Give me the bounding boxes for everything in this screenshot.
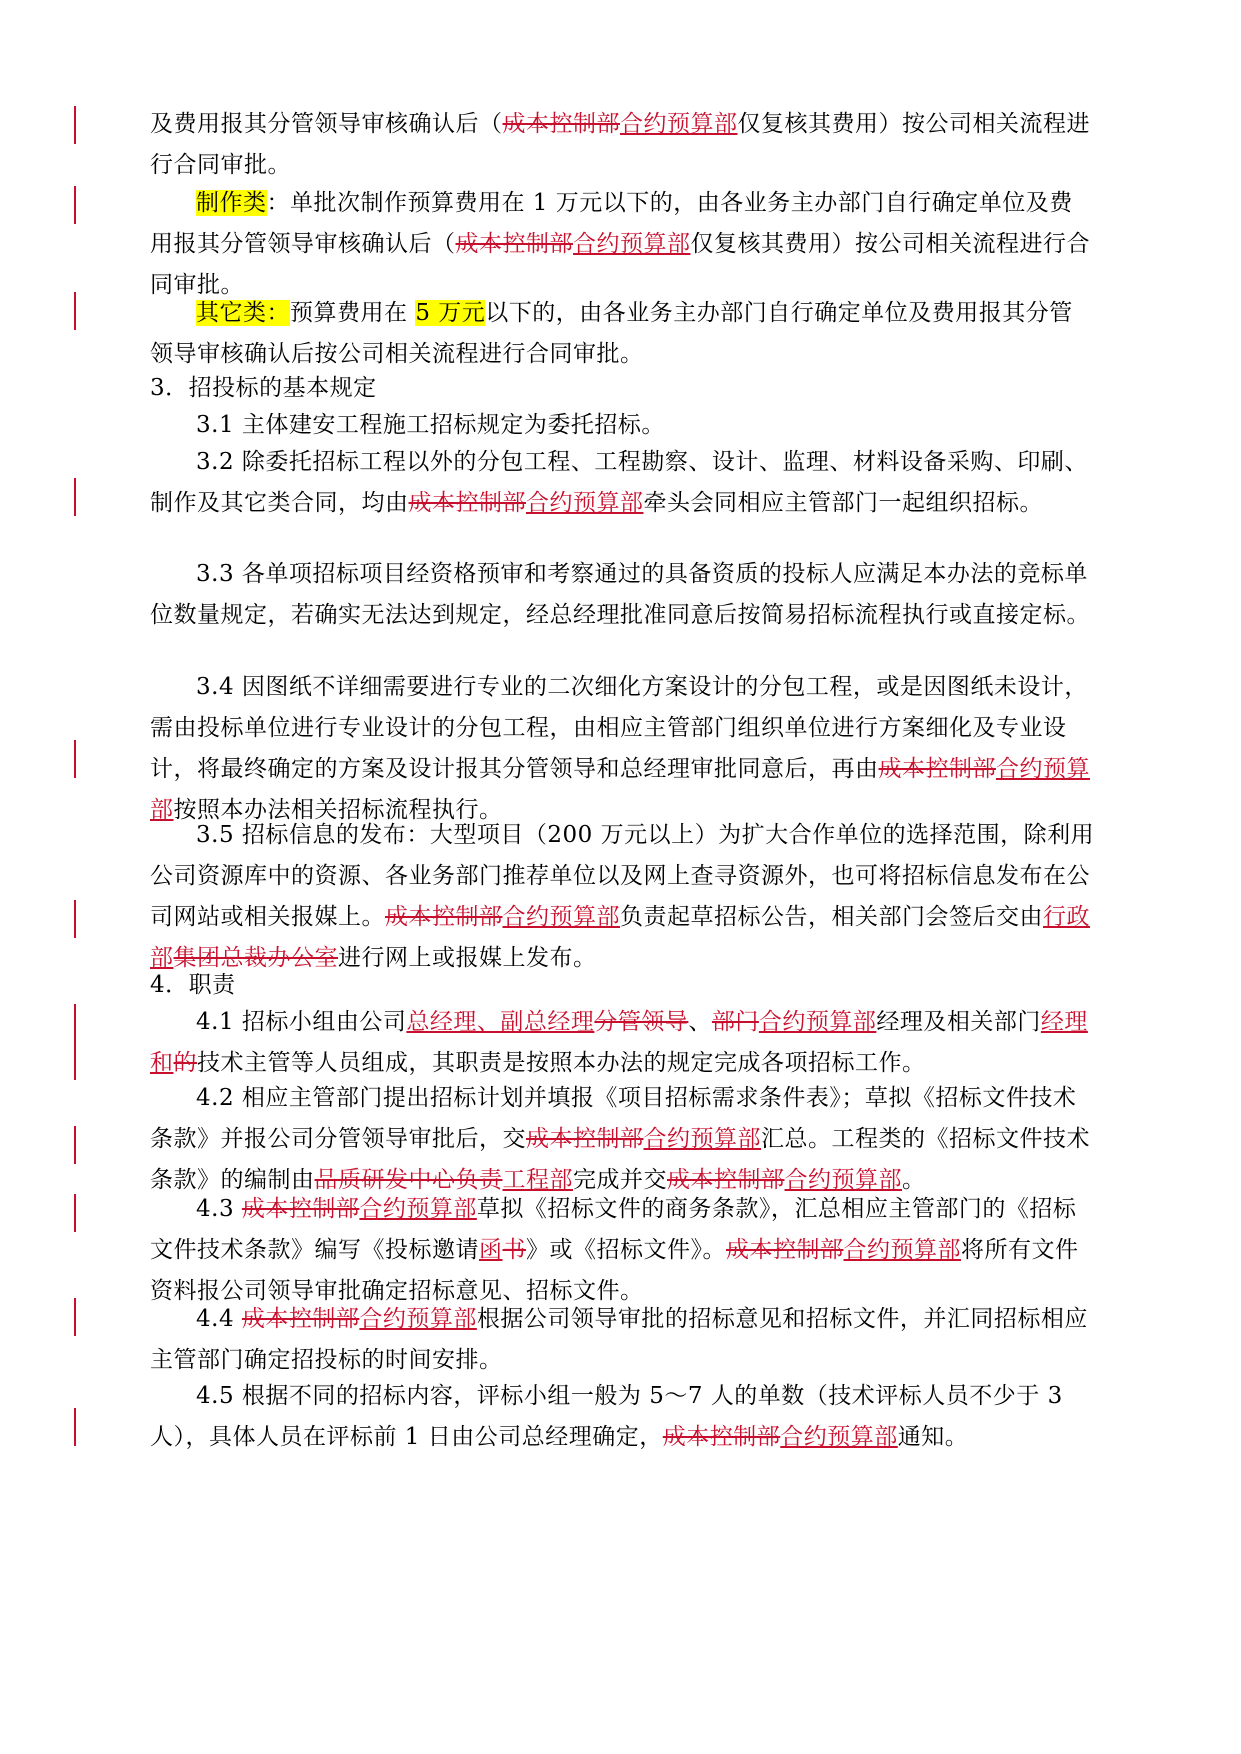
text-run: 3.5 招标信息的发布：大型项目（200 万元以上）为扩大合作单位的选择范围，除利用公司资源库中的资源、各业务部门推荐单位以及网上查寻资源外，也可将招标信息发布在公司网站或相关报媒上。 [150,822,1095,930]
change-bar [74,478,76,516]
inserted-text: 工程部 [502,1167,573,1193]
change-bar [74,292,76,330]
deleted-text: 成本控制部 [408,490,526,516]
deleted-text: 书 [502,1237,526,1263]
text-run: 。 [902,1167,926,1193]
inserted-text: 合约预算部 [780,1424,898,1450]
text-run: 经理及相关部门 [876,1009,1041,1035]
section-heading [150,965,1096,1006]
paragraph [150,293,1096,375]
text-run: 4．职责 [150,972,236,998]
inserted-text: 行政部 [150,904,1090,971]
deleted-text: 集团总裁办公室 [173,945,338,971]
change-bar [74,1298,76,1336]
text-run: 将所有文件资料报公司领导审批确定招标意见、招标文件。 [150,1237,1079,1304]
text-run: 3.3 各单项招标项目经资格预审和考察通过的具备资质的投标人应满足本办法的竞标单位数量规定，若确实无法达到规定，经总经理批准同意后按简易招标流程执行或直接定标。 [150,561,1090,628]
text-run: 汇总。工程类的《招标文件技术条款》的编制由 [150,1126,1090,1193]
deleted-text: 品质研发中心负责 [314,1167,503,1193]
deleted-text: 成本控制部 [667,1167,785,1193]
inserted-text: 合约预算部 [843,1237,961,1263]
inserted-text: 合约预算部 [573,231,691,257]
text-run: 仅复核其费用）按公司相关流程进行合同审批。 [150,231,1090,298]
text-run: 4.4 [196,1306,242,1332]
inserted-text: 合约预算部 [620,111,738,137]
highlighted-text: 5 万元 [415,300,486,326]
text-run: 4.2 相应主管部门提出招标计划并填报《项目招标需求条件表》；草拟《招标文件技术条款》并报公司分管领导审批后，交 [150,1085,1077,1152]
paragraph [150,442,1096,524]
deleted-text: 成本控制部 [502,111,620,137]
deleted-text: 部门 [711,1009,759,1035]
text-run: 进行网上或报媒上发布。 [338,945,597,971]
change-bar [74,740,76,778]
text-run: 》或《招标文件》。 [526,1237,726,1263]
text-run: 技术主管等人员组成，其职责是按照本办法的规定完成各项招标工作。 [197,1050,926,1076]
paragraph [150,405,1096,446]
change-bar [74,900,76,938]
text-run: 以下的，由各业务主办部门自行确定单位及费用报其分管领导审核确认后按公司相关流程进行合同审批。 [150,300,1073,367]
text-run: 4.5 根据不同的招标内容，评标小组一般为 5～7 人的单数（技术评标人员不少于 3 人），具体人员在评标前 1 日由公司总经理确定， [150,1383,1063,1450]
inserted-text: 合约预算部 [359,1306,477,1332]
inserted-text: 合约预算部 [643,1126,761,1152]
text-run: ：单批次制作预算费用在 1 万元以下的，由各业务主办部门自行确定单位及费用报其分管领导审核确认后（ [150,190,1073,257]
inserted-text: 经理和 [150,1009,1088,1076]
paragraph [150,667,1096,831]
deleted-text: 成本控制部 [726,1237,844,1263]
change-bar [74,1194,76,1232]
deleted-text: 分管领导 [594,1009,689,1035]
inserted-text: 函 [479,1237,503,1263]
section-heading [150,368,1096,409]
highlighted-text: 其它类： [196,300,290,326]
paragraph [150,815,1096,979]
text-run: 完成并交 [573,1167,667,1193]
deleted-text: 的 [173,1050,197,1076]
change-bar [74,106,76,144]
text-run: 3.1 主体建安工程施工招标规定为委托招标。 [196,412,665,438]
paragraph [150,1376,1096,1458]
paragraph [150,1002,1096,1084]
change-bar [74,1408,76,1446]
inserted-text: 合约预算部 [502,904,620,930]
text-run: 通知。 [897,1424,969,1450]
deleted-text: 成本控制部 [878,756,996,782]
deleted-text: 成本控制部 [526,1126,644,1152]
paragraph [150,1189,1096,1312]
highlighted-text: 制作类 [196,190,267,216]
text-run: 按照本办法相关招标流程执行。 [173,797,503,823]
inserted-text: 合约预算部 [359,1196,477,1222]
paragraph [150,1078,1096,1201]
text-run: 牵头会同相应主管部门一起组织招标。 [643,490,1043,516]
change-bar [74,1004,76,1080]
inserted-text: 合约预算部 [758,1009,877,1035]
text-run: 3．招投标的基本规定 [150,375,377,401]
text-run: 4.1 招标小组由公司 [196,1009,407,1035]
text-run: 负责起草招标公告，相关部门会签后交由 [620,904,1043,930]
paragraph [150,554,1096,636]
inserted-text: 合约预算部 [150,756,1090,823]
text-run: 及费用报其分管领导审核确认后（ [150,111,503,137]
text-run: 4.3 [196,1196,242,1222]
inserted-text: 合约预算部 [526,490,644,516]
inserted-text: 总经理、副总经理 [406,1009,595,1035]
deleted-text: 成本控制部 [385,904,503,930]
text-run: 草拟《招标文件的商务条款》，汇总相应主管部门的《招标文件技术条款》编写《投标邀请 [150,1196,1077,1263]
text-run: 3.2 除委托招标工程以外的分包工程、工程勘察、设计、监理、材料设备采购、印刷、制作及其它类合同，均由 [150,449,1088,516]
text-run: 、 [688,1009,712,1035]
paragraph [150,1299,1096,1381]
deleted-text: 成本控制部 [662,1424,781,1450]
paragraph [150,183,1096,306]
text-run: 3.4 因图纸不详细需要进行专业的二次细化方案设计的分包工程，或是因图纸未设计，需由投标单位进行专业设计的分包工程，由相应主管部门组织单位进行方案细化及专业设计，将最终确定的方案及设计报其分管领导和总经理审批同意后，再由 [150,674,1088,782]
change-bar [74,186,76,224]
deleted-text: 成本控制部 [241,1196,360,1222]
text-run: 预算费用在 [290,300,416,326]
deleted-text: 成本控制部 [241,1306,360,1332]
change-bar [74,1126,76,1164]
text-run: 仅复核其费用）按公司相关流程进行合同审批。 [150,111,1090,178]
deleted-text: 成本控制部 [455,231,573,257]
text-run: 根据公司领导审批的招标意见和招标文件，并汇同招标相应主管部门确定招投标的时间安排。 [150,1306,1088,1373]
inserted-text: 合约预算部 [784,1167,902,1193]
paragraph [150,104,1096,186]
